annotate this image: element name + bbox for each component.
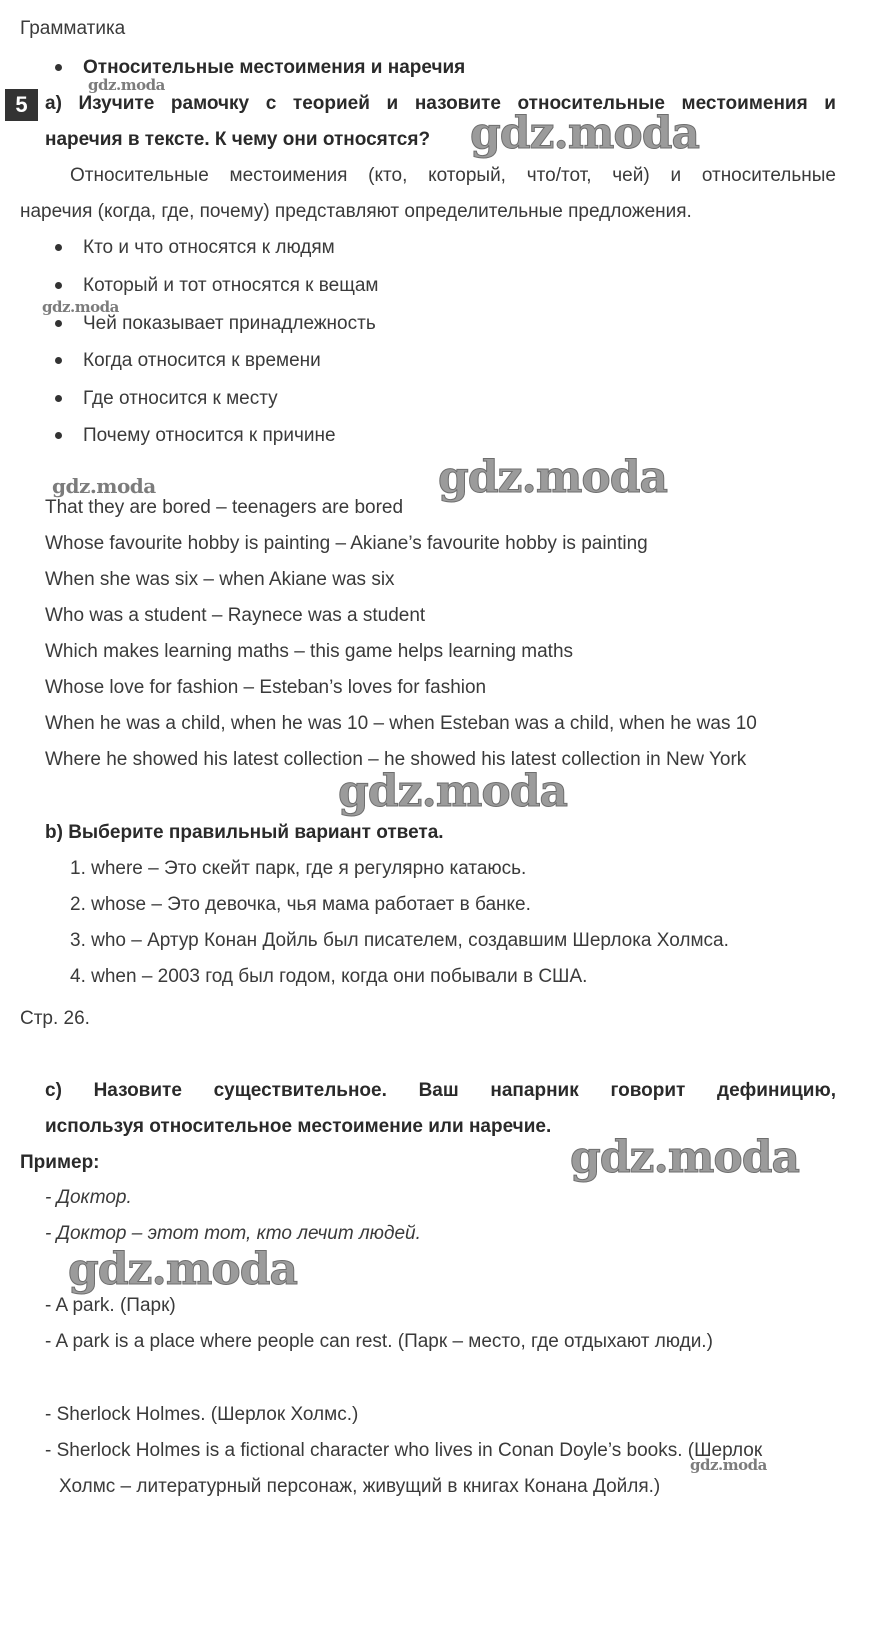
watermark: gdz.moda bbox=[438, 452, 668, 503]
bullet-item: Который и тот относятся к вещам bbox=[83, 275, 379, 296]
answer-line: Whose love for fashion – Esteban’s loves for fashion bbox=[45, 677, 487, 698]
task-a-line: наречия в тексте. К чему они относятся? bbox=[45, 129, 431, 150]
bullet-dot bbox=[55, 395, 62, 402]
bullet-item: Где относится к месту bbox=[83, 388, 278, 409]
watermark: gdz.moda bbox=[68, 1244, 298, 1295]
answer-b-item: 4. when – 2003 год был годом, когда они побывали в США. bbox=[70, 966, 588, 987]
intro-line: наречия (когда, где, почему) представляют определительные предложения. bbox=[20, 201, 692, 222]
bullet-dot bbox=[55, 432, 62, 439]
watermark: gdz.moda bbox=[52, 474, 156, 498]
task-b-title: b) Выберите правильный вариант ответа. bbox=[45, 822, 444, 843]
watermark: gdz.moda bbox=[470, 108, 700, 159]
bullet-item: Почему относится к причине bbox=[83, 425, 336, 446]
answer-line: Which makes learning maths – this game helps learning maths bbox=[45, 641, 574, 662]
task-a-line: а) Изучите рамочку с теорией и назовите относительные местоимения и bbox=[45, 93, 836, 114]
bullet-dot bbox=[55, 357, 62, 364]
bullet-item: Чей показывает принадлежность bbox=[83, 313, 376, 334]
bullet-dot bbox=[55, 64, 62, 71]
section-heading: Грамматика bbox=[20, 18, 126, 39]
example-line: - Доктор. bbox=[45, 1187, 132, 1208]
answer-c-line: - A park is a place where people can rest. (Парк – место, где отдыхают люди.) bbox=[45, 1331, 713, 1352]
answer-b-item: 1. where – Это скейт парк, где я регулярно катаюсь. bbox=[70, 858, 527, 879]
answer-c-line: Холмс – литературный персонаж, живущий в книгах Конана Дойля.) bbox=[59, 1476, 661, 1497]
bullet-item: Когда относится к времени bbox=[83, 350, 321, 371]
watermark: gdz.moda bbox=[570, 1132, 800, 1183]
answer-line: Where he showed his latest collection – he showed his latest collection in New York bbox=[45, 749, 747, 770]
example-label: Пример: bbox=[20, 1152, 100, 1173]
task-c-line: c) Назовите существительное. Ваш напарник говорит дефиницию, bbox=[45, 1080, 836, 1101]
task-number-badge: 5 bbox=[5, 89, 38, 121]
watermark: gdz.moda bbox=[88, 76, 165, 94]
answer-line: Who was a student – Raynece was a student bbox=[45, 605, 426, 626]
example-line: - Доктор – этот тот, кто лечит людей. bbox=[45, 1223, 421, 1244]
answer-line: When he was a child, when he was 10 – when Esteban was a child, when he was 10 bbox=[45, 713, 757, 734]
answer-line: When she was six – when Akiane was six bbox=[45, 569, 395, 590]
watermark: gdz.moda bbox=[338, 766, 568, 817]
intro-line: Относительные местоимения (кто, который, что/тот, чей) и относительные bbox=[70, 165, 836, 186]
answer-line: That they are bored – teenagers are bored bbox=[45, 497, 404, 518]
topic-title: Относительные местоимения и наречия bbox=[83, 57, 466, 78]
page-reference: Стр. 26. bbox=[20, 1008, 90, 1029]
answer-c-line: - Sherlock Holmes. (Шерлок Холмс.) bbox=[45, 1404, 359, 1425]
answer-c-line: - Sherlock Holmes is a fictional character who lives in Conan Doyle’s books. (Шерлок bbox=[45, 1440, 763, 1461]
answer-line: Whose favourite hobby is painting – Akiane’s favourite hobby is painting bbox=[45, 533, 648, 554]
bullet-item: Кто и что относятся к людям bbox=[83, 237, 335, 258]
answer-b-item: 2. whose – Это девочка, чья мама работает в банке. bbox=[70, 894, 531, 915]
watermark: gdz.moda bbox=[42, 298, 119, 316]
answer-c-line: - A park. (Парк) bbox=[45, 1295, 176, 1316]
bullet-dot bbox=[55, 320, 62, 327]
answer-b-item: 3. who – Артур Конан Дойль был писателем, создавшим Шерлока Холмса. bbox=[70, 930, 729, 951]
bullet-dot bbox=[55, 282, 62, 289]
task-c-line: используя относительное местоимение или наречие. bbox=[45, 1116, 552, 1137]
bullet-dot bbox=[55, 244, 62, 251]
watermark: gdz.moda bbox=[690, 1456, 767, 1474]
